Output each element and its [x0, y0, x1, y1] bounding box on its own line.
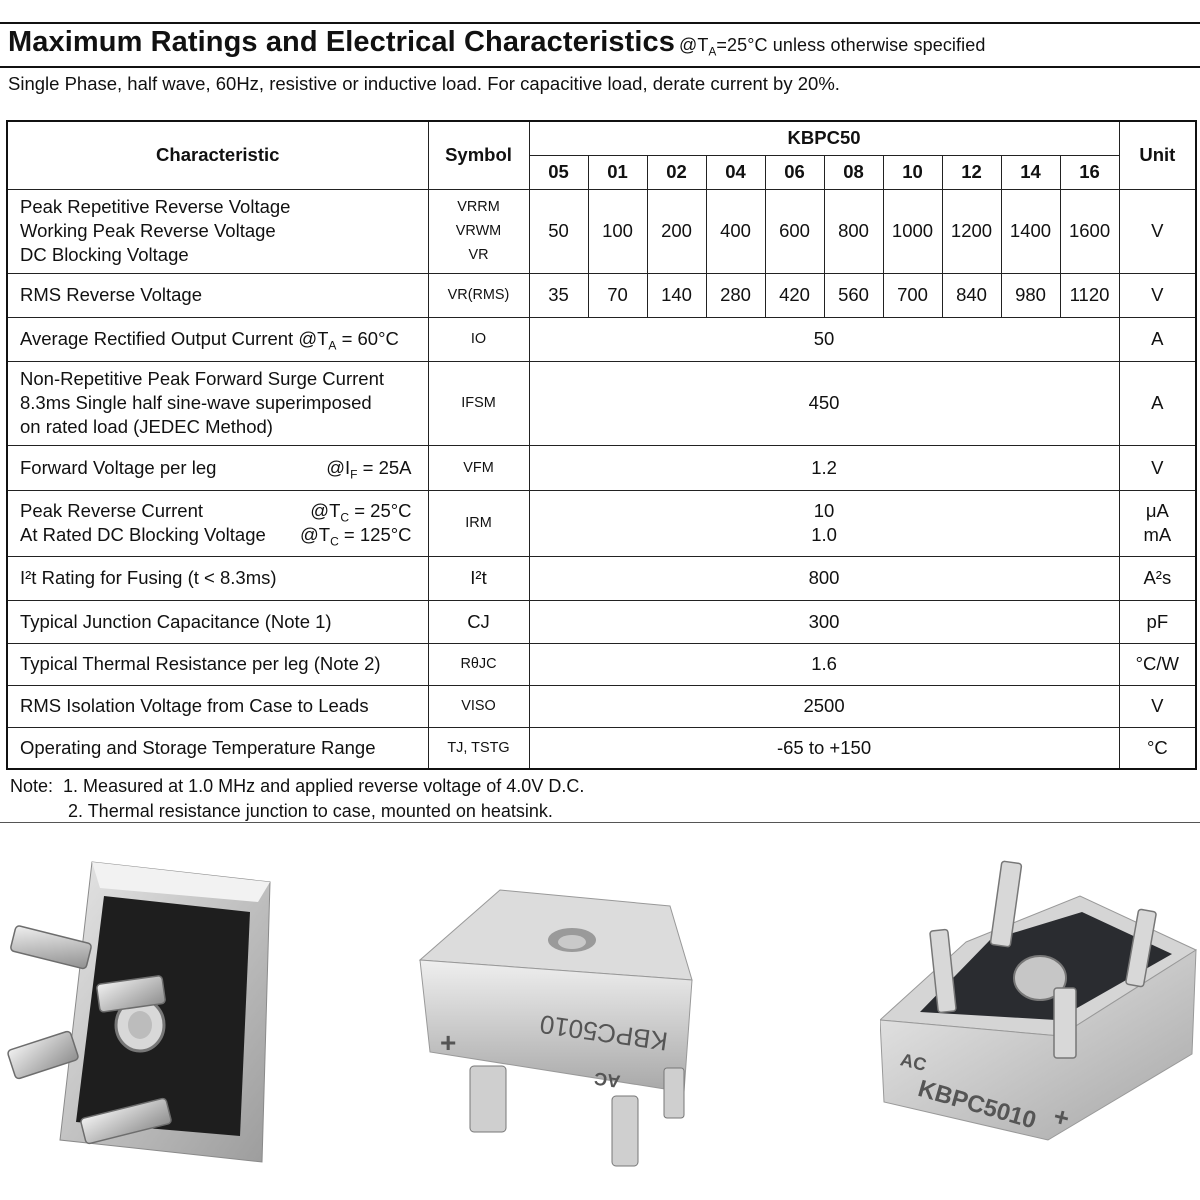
characteristic-cell: Forward Voltage per leg $@I_F = 25A$: [7, 445, 428, 490]
row-isolation-voltage: [7, 685, 1196, 727]
unit-cell: A: [1119, 361, 1196, 445]
value-cell: 50: [529, 317, 1119, 361]
unit-cell: °C: [1119, 727, 1196, 769]
unit-cell: V: [1119, 445, 1196, 490]
col-unit: Unit: [1119, 121, 1196, 189]
row-i2t: [7, 556, 1196, 600]
variant-08: 08: [824, 155, 883, 189]
symbol-cell: I²t: [428, 556, 529, 600]
value-cell: 300: [529, 600, 1119, 643]
characteristic-cell: RMS Isolation Voltage from Case to Leads: [7, 685, 428, 727]
variant-16: 16: [1060, 155, 1119, 189]
unit-cell: A: [1119, 317, 1196, 361]
value-cell: 10 1.0: [529, 490, 1119, 556]
row-temperature-range: [7, 727, 1196, 769]
ac-marking: AC: [898, 1049, 929, 1076]
col-part-number: KBPC50: [529, 121, 1119, 155]
variant-05: 05: [529, 155, 588, 189]
symbol-cell: IFSM: [428, 361, 529, 445]
unit-cell: V: [1119, 685, 1196, 727]
value-cell: 600: [765, 189, 824, 273]
value-cell: 1200: [942, 189, 1001, 273]
variant-04: 04: [706, 155, 765, 189]
value-cell: 450: [529, 361, 1119, 445]
plus-marking: +: [1050, 1100, 1073, 1134]
variant-12: 12: [942, 155, 1001, 189]
part-marking: KBPC5010: [537, 1009, 670, 1057]
value-cell: 50: [529, 189, 588, 273]
terminal-pin: [612, 1096, 638, 1166]
value-cell: 140: [647, 273, 706, 317]
row-reverse-current: [7, 490, 1196, 556]
title-condition: $@T_A=25^\circ C$ unless otherwise specified: [679, 35, 986, 59]
characteristic-cell: I²t Rating for Fusing (t < 8.3ms): [7, 556, 428, 600]
symbol-cell: TJ, TSTG: [428, 727, 529, 769]
value-cell: 420: [765, 273, 824, 317]
symbol-cell: VR(RMS): [428, 273, 529, 317]
characteristic-cell: Typical Junction Capacitance (Note 1): [7, 600, 428, 643]
part-marking: KBPC5010: [914, 1075, 1040, 1135]
section-divider: [0, 822, 1200, 823]
value-cell: 100: [588, 189, 647, 273]
value-cell: 840: [942, 273, 1001, 317]
symbol-cell: IO: [428, 317, 529, 361]
page-title: Maximum Ratings and Electrical Characteristics $@T_A=25^\circ C$ unless otherwise specified: [8, 26, 986, 59]
row-forward-voltage: [7, 445, 1196, 490]
top-rule: [0, 22, 1200, 24]
value-cell: 35: [529, 273, 588, 317]
value-cell: 800: [529, 556, 1119, 600]
value-cell: 1120: [1060, 273, 1119, 317]
page-subtitle: Single Phase, half wave, 60Hz, resistive or inductive load. For capacitive load, derate current by 20%.: [8, 73, 840, 94]
value-cell: 980: [1001, 273, 1060, 317]
value-cell: 1000: [883, 189, 942, 273]
value-cell: 1400: [1001, 189, 1060, 273]
rectifier-photo-angled-view: [880, 840, 1200, 1185]
note-2: 2. Thermal resistance junction to case, mounted on heatsink.: [68, 801, 553, 821]
symbol-cell: VRRM VRWM VR: [428, 189, 529, 273]
characteristic-cell: RMS Reverse Voltage: [7, 273, 428, 317]
variant-06: 06: [765, 155, 824, 189]
symbol-cell: VISO: [428, 685, 529, 727]
value-cell: 800: [824, 189, 883, 273]
symbol-cell: IRM: [428, 490, 529, 556]
characteristic-cell: Non-Repetitive Peak Forward Surge Current 8.3ms Single half sine-wave superimposed on rated load (JEDEC Method): [7, 361, 428, 445]
value-cell: 1.2: [529, 445, 1119, 490]
terminal-pin: [470, 1066, 506, 1132]
value-cell: 280: [706, 273, 765, 317]
title-underline: [0, 66, 1200, 68]
variant-01: 01: [588, 155, 647, 189]
value-cell: 700: [883, 273, 942, 317]
value-cell: 70: [588, 273, 647, 317]
unit-cell: A²s: [1119, 556, 1196, 600]
header-row-1: [7, 121, 1196, 155]
variant-02: 02: [647, 155, 706, 189]
value-cell: 1600: [1060, 189, 1119, 273]
ratings-table: [6, 120, 1197, 770]
variant-10: 10: [883, 155, 942, 189]
value-cell: -65 to +150: [529, 727, 1119, 769]
terminal-tab: [10, 925, 92, 969]
plus-marking: +: [440, 1027, 457, 1058]
symbol-cell: VFM: [428, 445, 529, 490]
col-characteristic: Characteristic: [7, 121, 428, 189]
unit-cell: pF: [1119, 600, 1196, 643]
value-cell: 200: [647, 189, 706, 273]
characteristic-cell: Operating and Storage Temperature Range: [7, 727, 428, 769]
note-1: 1. Measured at 1.0 MHz and applied reverse voltage of 4.0V D.C.: [63, 776, 585, 796]
terminal-tab: [1054, 988, 1076, 1058]
unit-cell: μA mA: [1119, 490, 1196, 556]
unit-cell: V: [1119, 273, 1196, 317]
characteristic-cell: Average Rectified Output Current $@T_A = 60^\circ C$: [7, 317, 428, 361]
characteristic-cell: Typical Thermal Resistance per leg (Note 2): [7, 643, 428, 685]
rectifier-photo-bottom-view: [0, 840, 300, 1185]
value-cell: 1.6: [529, 643, 1119, 685]
notes: [10, 774, 584, 824]
row-thermal-resistance: [7, 643, 1196, 685]
row-surge-current: [7, 361, 1196, 445]
row-rms-voltage: [7, 273, 1196, 317]
unit-cell: °C/W: [1119, 643, 1196, 685]
variant-14: 14: [1001, 155, 1060, 189]
row-reverse-voltage: [7, 189, 1196, 273]
characteristic-cell: Peak Reverse Current $@T_C = 25^\circ C$ At Rated DC Blocking Voltage $@T_C = 125^\circ C$: [7, 490, 428, 556]
value-cell: 560: [824, 273, 883, 317]
value-cell: 400: [706, 189, 765, 273]
value-cell: 2500: [529, 685, 1119, 727]
ac-marking: AC: [592, 1068, 622, 1092]
row-capacitance: [7, 600, 1196, 643]
rectifier-photo-top-view: [400, 840, 700, 1185]
col-symbol: Symbol: [428, 121, 529, 189]
notes-prefix: Note:: [10, 776, 54, 796]
unit-cell: V: [1119, 189, 1196, 273]
terminal-pin: [664, 1068, 684, 1118]
symbol-cell: RθJC: [428, 643, 529, 685]
characteristic-cell: Peak Repetitive Reverse Voltage Working Peak Reverse Voltage DC Blocking Voltage: [7, 189, 428, 273]
row-average-current: [7, 317, 1196, 361]
symbol-cell: CJ: [428, 600, 529, 643]
